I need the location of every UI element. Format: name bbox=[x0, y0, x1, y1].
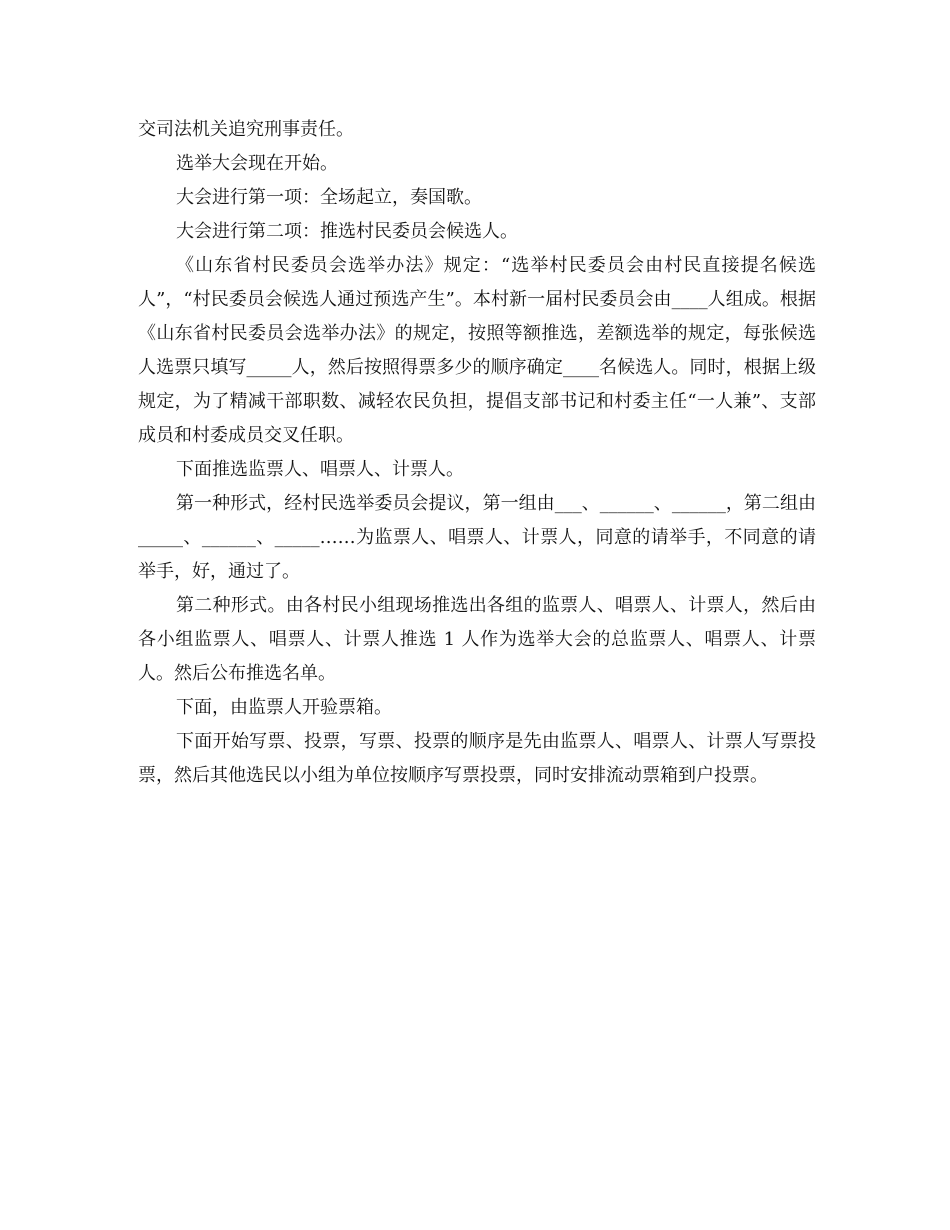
document-body bbox=[138, 113, 816, 793]
paragraph-select-scrutineers: 下面推选监票人、唱票人、计票人。 bbox=[176, 459, 464, 480]
paragraph-continuation: 交司法机关追究刑事责任。 bbox=[138, 119, 354, 140]
paragraph-form-two: 第二种形式。由各村民小组现场推选出各组的监票人、唱票人、计票人，然后由各小组监票人、唱票人、计票人推选 1 人作为选举大会的总监票人、唱票人、计票人。然后公布推选名单。 bbox=[138, 595, 816, 684]
paragraph-election-start: 选举大会现在开始。 bbox=[176, 153, 338, 174]
paragraph-voting-order: 下面开始写票、投票，写票、投票的顺序是先由监票人、唱票人、计票人写票投票，然后其他选民以小组为单位按顺序写票投票，同时安排流动票箱到户投票。 bbox=[138, 731, 816, 786]
paragraph-open-ballot-box: 下面，由监票人开验票箱。 bbox=[176, 697, 392, 718]
paragraph-election-rules: 《山东省村民委员会选举办法》规定：“选举村民委员会由村民直接提名候选人”，“村民委员会候选人通过预选产生”。本村新一届村民委员会由____人组成。根据《山东省村民委员会选举办法》的规定，按照等额推选，差额选举的规定，每张候选人选票只填写_____人，然后按照得票多少的顺序确定____名候选人。同时，根据上级规定，为了精减干部职数、减轻农民负担，提倡支部书记和村委主任“一人兼”、支部成员和村委成员交叉任职。 bbox=[138, 255, 816, 446]
paragraph-item-one: 大会进行第一项：全场起立，奏国歌。 bbox=[176, 187, 482, 208]
paragraph-item-two: 大会进行第二项：推选村民委员会候选人。 bbox=[176, 221, 518, 242]
paragraph-form-one: 第一种形式，经村民选举委员会提议，第一组由___、______、______，第二组由_____、______、_____……为监票人、唱票人、计票人，同意的请举手，不同意的请举手，好，通过了。 bbox=[138, 493, 816, 582]
